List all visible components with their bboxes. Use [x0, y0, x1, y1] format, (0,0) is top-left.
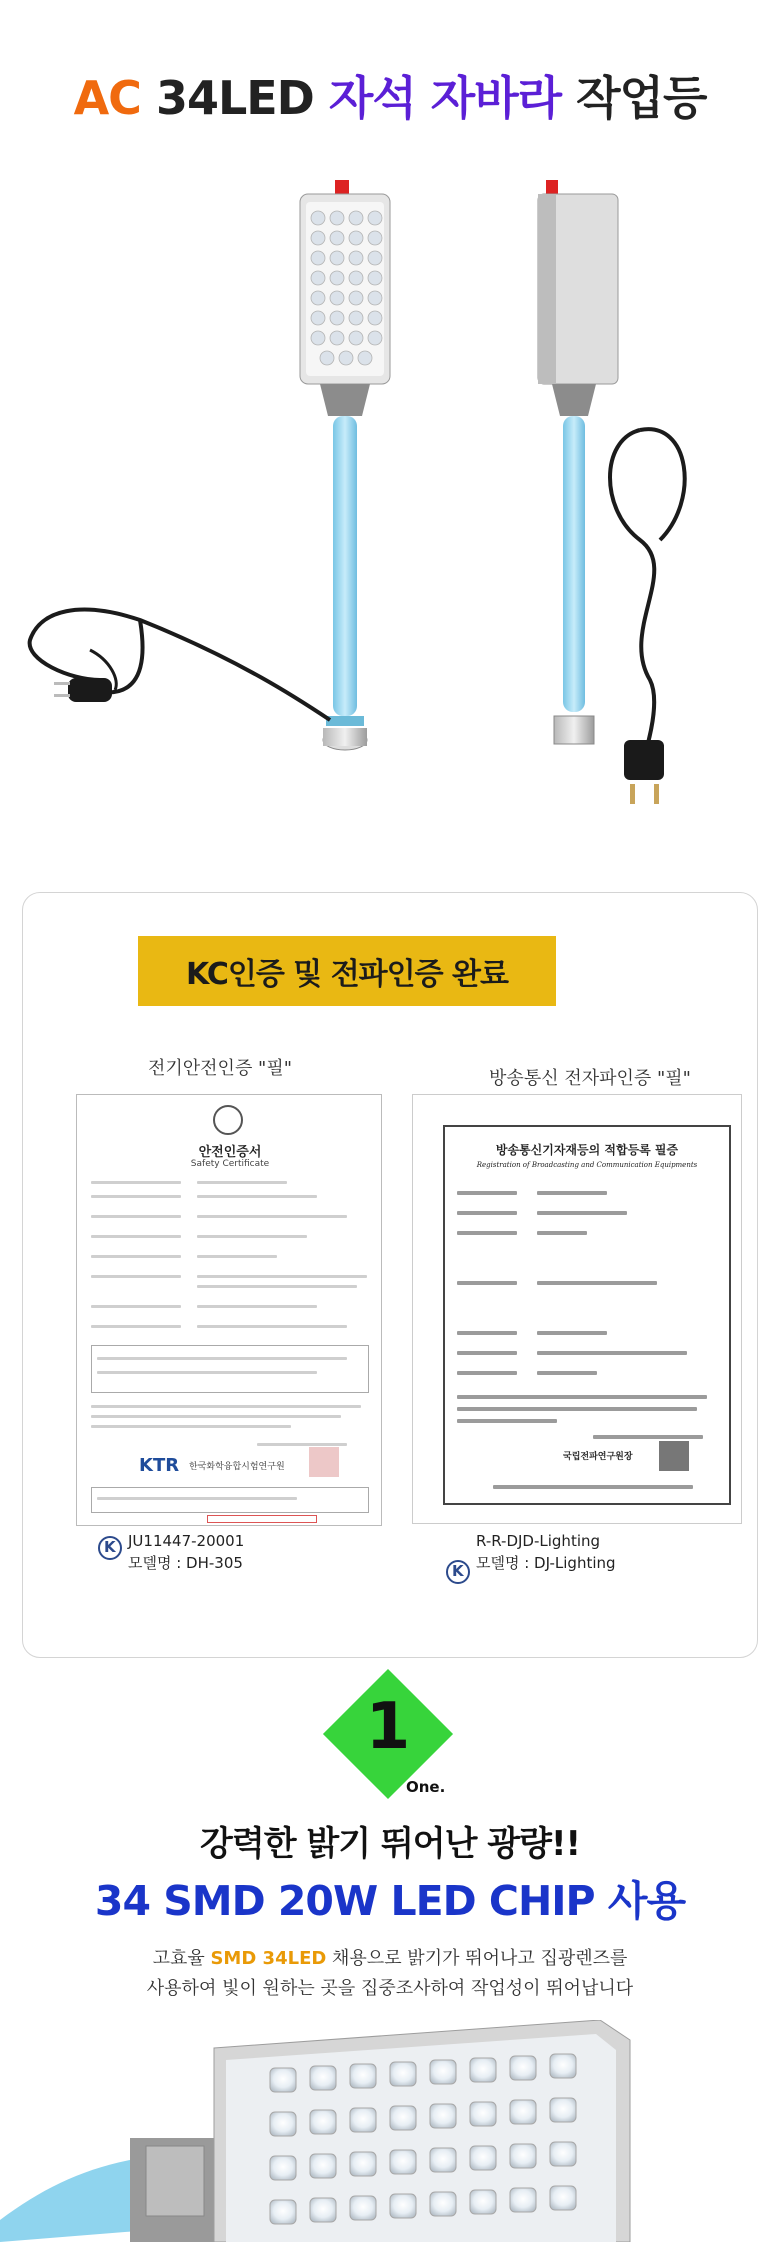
- kc-logo-icon: [446, 1560, 470, 1584]
- description-line-1: [0, 1944, 780, 1970]
- registration-title: 방송통신기자재등의 적합등록 필증: [495, 1143, 679, 1157]
- left-model-name: 모델명 : DH-305: [128, 1554, 243, 1572]
- product-photo: [0, 180, 780, 820]
- qr-code-icon: [659, 1441, 689, 1471]
- safety-certificate-document: [76, 1094, 382, 1526]
- title-ac: AC: [73, 71, 141, 125]
- description-line-2: 사용하여 빛이 원하는 곳을 집중조사하여 작업성이 뛰어납니다: [146, 1978, 634, 1999]
- side-lamp: [538, 180, 685, 804]
- desc-line1-post: 채용으로 밝기가 뛰어나고 집광렌즈를: [326, 1948, 628, 1969]
- front-lamp: [30, 180, 390, 750]
- official-seal-icon: [309, 1447, 339, 1477]
- registration-certificate-document: [412, 1094, 742, 1524]
- right-cert-number: R-R-DJD-Lighting: [476, 1532, 601, 1550]
- page-title: [0, 62, 780, 128]
- registration-subtitle: Registration of Broadcasting and Communication Equipments: [476, 1161, 698, 1169]
- title-light: 작업등: [576, 71, 707, 125]
- title-magnet: 자석 자바라: [328, 71, 562, 125]
- registration-issuer: 국립전파연구원장: [563, 1452, 633, 1462]
- certificate-subtitle: Safety Certificate: [190, 1159, 270, 1169]
- kc-logo-icon: [98, 1536, 122, 1560]
- ktr-logo: KTR: [139, 1455, 180, 1476]
- left-doc-caption: 전기안전인증 "필": [148, 1058, 292, 1079]
- kc-icon: [213, 1105, 243, 1135]
- section-number: 1: [365, 1690, 411, 1764]
- section-subhead: 34 SMD 20W LED CHIP 사용: [94, 1877, 686, 1925]
- ktr-org-name: 한국화학융합시험연구원: [189, 1462, 285, 1472]
- section-headline: 강력한 밝기 뛰어난 광량!!: [200, 1824, 580, 1864]
- title-model: 34LED: [155, 71, 314, 125]
- certificate-title: 안전인증서: [198, 1145, 262, 1160]
- section-number-label: One.: [406, 1778, 446, 1796]
- right-model-name: 모델명 : DJ-Lighting: [476, 1554, 616, 1572]
- certification-banner: KC인증 및 전파인증 완료: [138, 936, 556, 1006]
- led-closeup-photo: [0, 2020, 780, 2242]
- desc-line1-pre: 고효율: [152, 1948, 211, 1969]
- left-cert-number: JU11447-20001: [128, 1532, 245, 1550]
- desc-highlight: SMD 34LED: [210, 1948, 327, 1969]
- right-doc-caption: 방송통신 전자파인증 "필": [489, 1068, 691, 1089]
